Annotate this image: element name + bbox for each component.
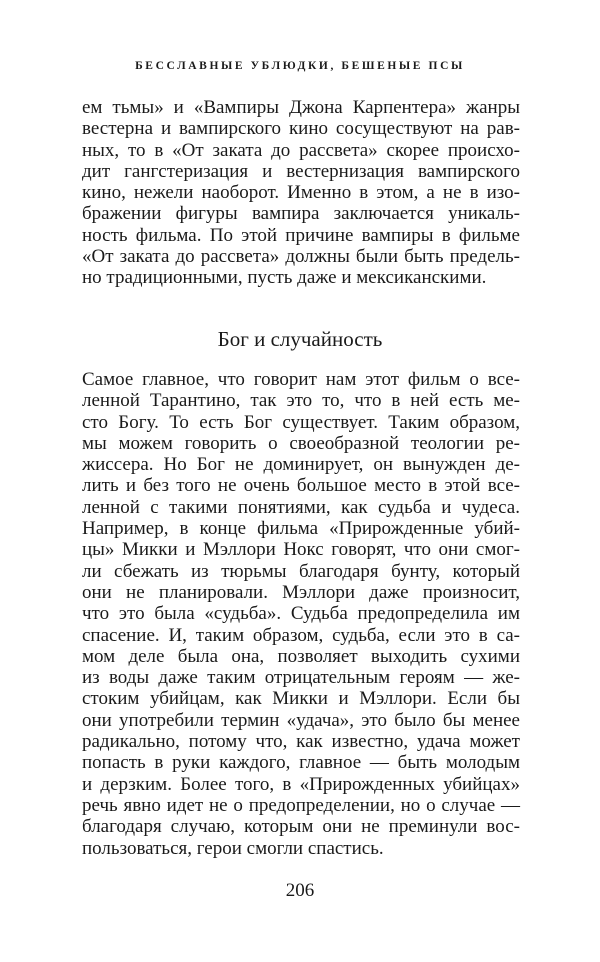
text-line: вестерна и вампирского кино сосуществуют на рав- xyxy=(82,118,520,140)
text-line: мы можем говорить о своеобразной теологии ре- xyxy=(82,432,520,454)
text-line: из воды даже таким отрицательным героям — же- xyxy=(82,667,520,689)
text-line: речь явно идет не о предопределении, но о случае — xyxy=(82,794,520,816)
text-line: ленной с такими понятиями, как судьба и чудеса. xyxy=(82,496,520,518)
text-line: что это была «судьба». Судьба предопределила им xyxy=(82,603,520,625)
text-line: мом деле была она, позволяет выходить сухими xyxy=(82,645,520,667)
text-line: «От заката до рассвета» должны были быть предель- xyxy=(82,246,520,268)
paragraph-1 xyxy=(82,97,520,289)
text-line: лить и без того не очень большое место в этой все- xyxy=(82,475,520,497)
text-line: Например, в конце фильма «Прирожденные убий- xyxy=(82,518,520,540)
text-line: стоким убийцам, как Микки и Мэллори. Если бы xyxy=(82,688,520,710)
text-line: спасение. И, таким образом, судьба, если это в са- xyxy=(82,624,520,646)
text-line: они не планировали. Мэллори даже произносит, xyxy=(82,581,520,603)
text-line: ность фильма. По этой причине вампиры в фильме xyxy=(82,224,520,246)
text-line: пользоваться, герои смогли спастись. xyxy=(82,837,384,859)
text-line: они употребили термин «удача», это было бы менее xyxy=(82,709,520,731)
text-line: сто Богу. То есть Бог существует. Таким образом, xyxy=(82,411,520,433)
text-line: ных, то в «От заката до рассвета» скорее происхо- xyxy=(82,139,520,161)
text-line: ли сбежать из тюрьмы благодаря бунту, который xyxy=(82,560,520,582)
text-line: радикально, потому что, как известно, удача может xyxy=(82,731,520,753)
text-line: ленной Тарантино, так это то, что в ней есть ме- xyxy=(82,390,520,412)
running-header: БЕССЛАВНЫЕ УБЛЮДКИ, БЕШЕНЫЕ ПСЫ xyxy=(135,60,465,72)
text-line: но традиционными, пусть даже и мексиканскими. xyxy=(82,267,487,289)
text-line: кино, нежели наоборот. Именно в этом, а не в изо- xyxy=(82,182,520,204)
text-line: благодаря случаю, которым они не преминули вос- xyxy=(82,816,520,838)
text-line: дит гангстеризация и вестернизация вампирского xyxy=(82,160,520,182)
text-line: Самое главное, что говорит нам этот фильм о все- xyxy=(82,369,520,390)
text-line: жиссера. Но Бог не доминирует, он вынужден де- xyxy=(82,454,520,476)
text-line: бражении фигуры вампира заключается уникаль- xyxy=(82,203,520,225)
text-line: и дерзким. Более того, в «Прирожденных убийцах» xyxy=(82,773,520,795)
paragraph-2 xyxy=(82,369,520,859)
text-line: попасть в руки каждого, главное — быть молодым xyxy=(82,752,520,774)
text-line: ем тьмы» и «Вампиры Джона Карпентера» жанры xyxy=(82,97,520,118)
page-number: 206 xyxy=(285,880,315,901)
text-line: цы» Микки и Мэллори Нокс говорят, что они смог- xyxy=(82,539,520,561)
section-heading: Бог и случайность xyxy=(217,327,383,351)
